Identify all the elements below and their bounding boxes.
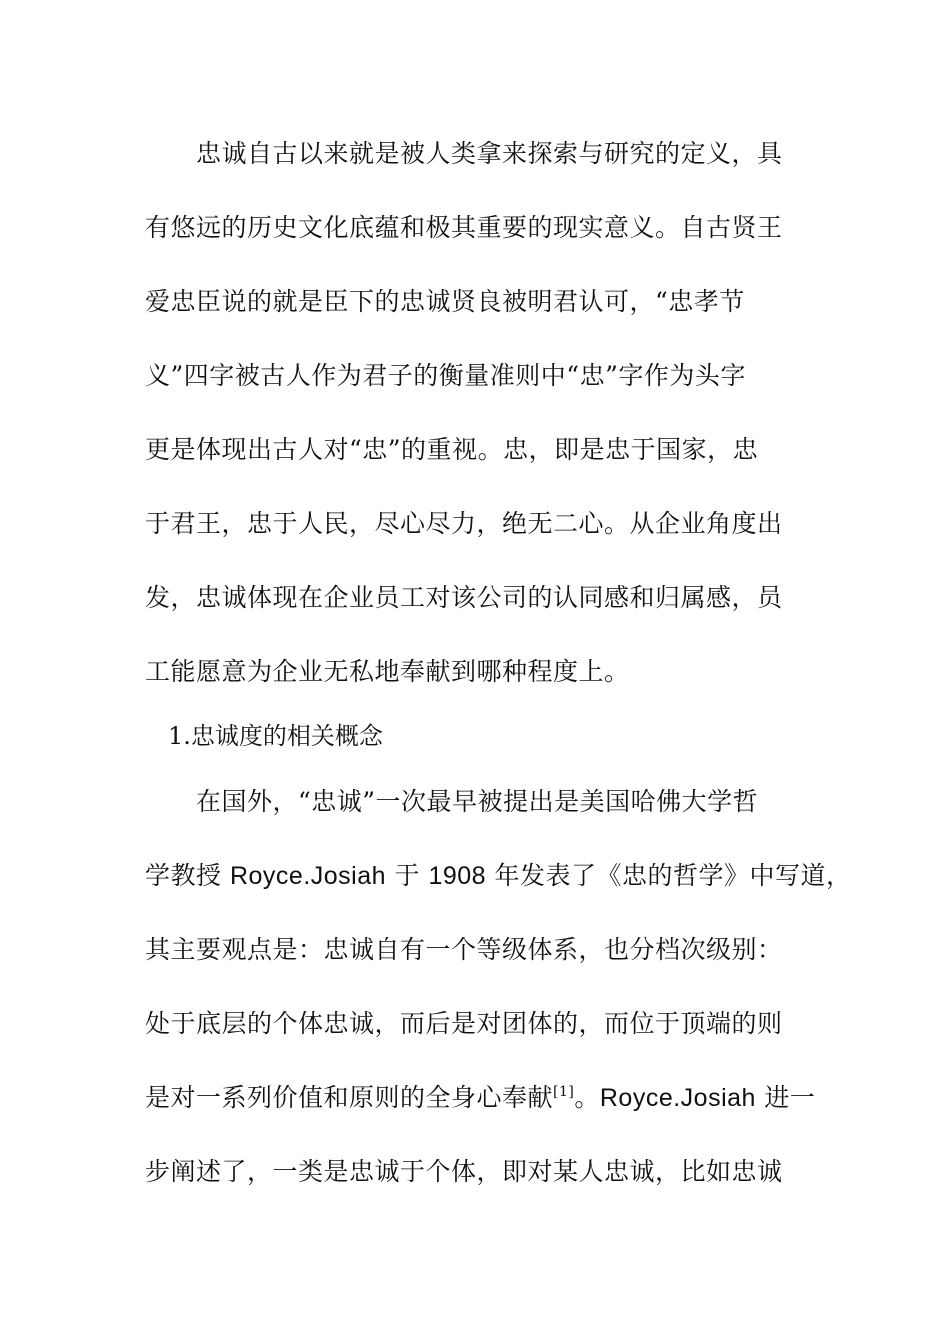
author-name: Royce.Josiah xyxy=(229,862,387,890)
paragraph1-line-7: 发，忠诚体现在企业员工对该公司的认同感和归属感，员 xyxy=(145,583,783,612)
paragraph2-line-4: 处于底层的个体忠诚，而后是对团体的，而位于顶端的则 xyxy=(145,1009,783,1038)
paragraph2-line-6: 步阐述了，一类是忠诚于个体，即对某人忠诚，比如忠诚 xyxy=(145,1157,783,1186)
paragraph2-line-3: 其主要观点是：忠诚自有一个等级体系，也分档次级别： xyxy=(145,935,783,964)
paragraph2-line-2 xyxy=(145,859,852,893)
citation-marker: [1] xyxy=(553,1084,575,1100)
paragraph1-line-1: 忠诚自古以来就是被人类拿来探索与研究的定义，具 xyxy=(145,139,783,168)
section-heading: 1.忠诚度的相关概念 xyxy=(168,722,383,750)
paragraph2-line-1: 在国外，“忠诚”一次最早被提出是美国哈佛大学哲 xyxy=(145,787,759,816)
paragraph1-line-6: 于君王，忠于人民，尽心尽力，绝无二心。从企业角度出 xyxy=(145,509,783,538)
line2-text-c: 年发表了《忠的哲学》中写道， xyxy=(486,861,852,890)
line2-text-a: 学教授 xyxy=(145,861,230,890)
line5-text-b: 。 xyxy=(574,1083,600,1112)
paragraph1-line-4: 义”四字被古人作为君子的衡量准则中“忠”字作为头字 xyxy=(145,361,746,390)
publication-year: 1908 xyxy=(428,862,487,890)
line5-text-a: 是对一系列价值和原则的全身心奉献 xyxy=(145,1083,554,1112)
paragraph2-line-5 xyxy=(145,1081,815,1115)
line5-text-c: 进一 xyxy=(755,1083,816,1112)
line2-text-b: 于 xyxy=(386,861,429,890)
author-name-2: Royce.Josiah xyxy=(599,1084,756,1112)
paragraph1-line-5: 更是体现出古人对“忠”的重视。忠，即是忠于国家，忠 xyxy=(145,435,759,464)
paragraph1-line-8: 工能愿意为企业无私地奉献到哪种程度上。 xyxy=(145,657,630,686)
paragraph1-line-3: 爱忠臣说的就是臣下的忠诚贤良被明君认可，“忠孝节 xyxy=(145,287,745,316)
paragraph1-line-2: 有悠远的历史文化底蕴和极其重要的现实意义。自古贤王 xyxy=(145,213,783,242)
